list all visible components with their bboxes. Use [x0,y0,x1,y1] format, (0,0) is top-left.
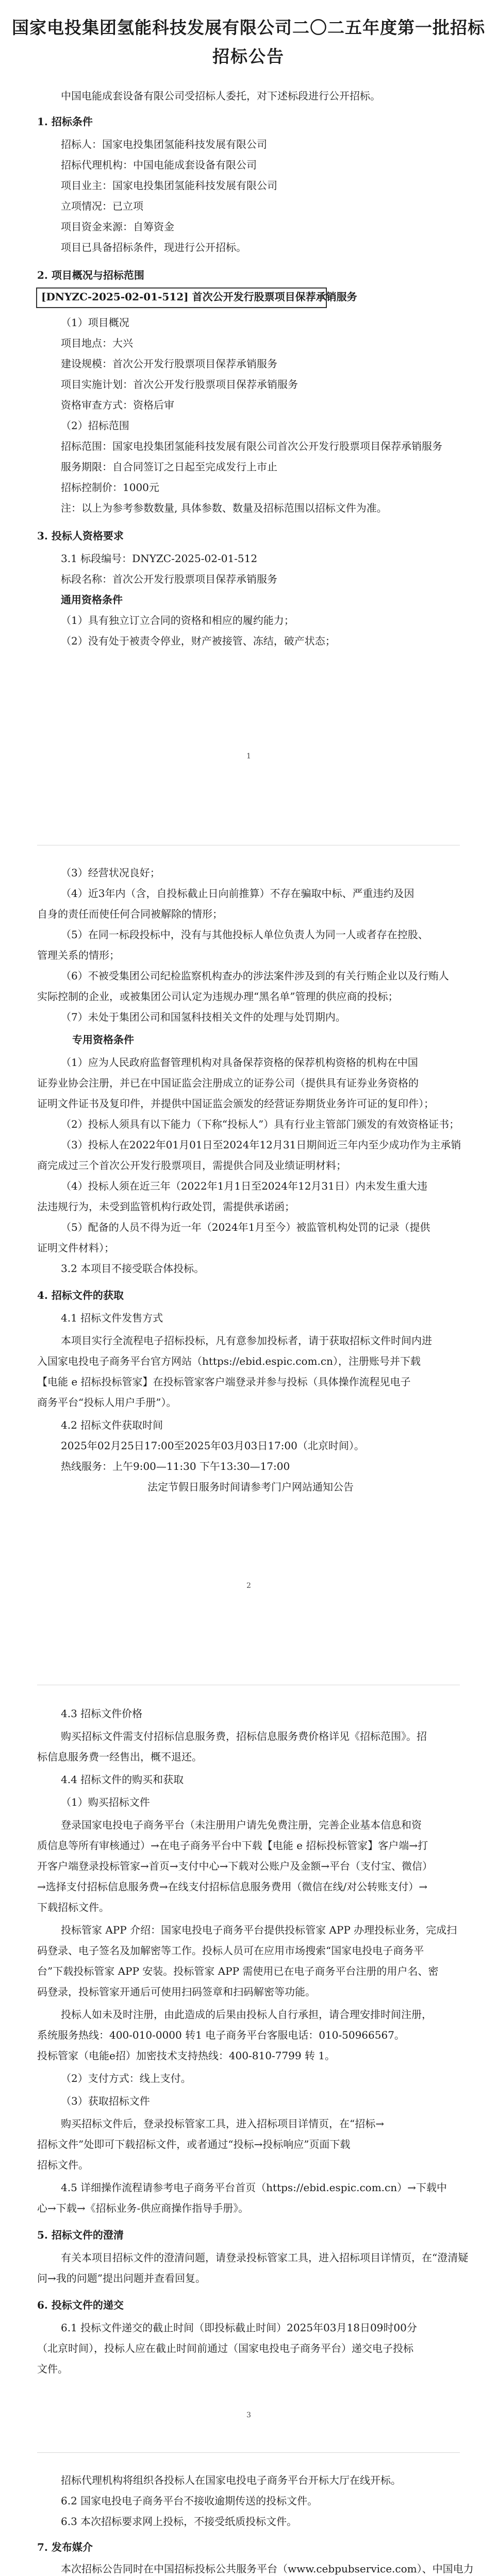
s2-item: （2）招标范围 [61,419,129,432]
s3-special-item: （4）投标人须在近三年（2022年1月1日至2024年12月31日）内未发生重大违 [61,1180,427,1192]
s3-general-item: （1）具有独立订立合同的资格和相应的履约能力； [61,614,294,626]
s2-item: 建设规模：首次公开发行股票项目保荐承销服务 [61,358,277,370]
s4-para: 招标文件。 [37,2159,89,2171]
page-number: 3 [246,2411,251,2419]
s3-special-item: （5）配备的人员不得为近一年（2024年1月至今）被监管机构处罚的记录（提供 [61,1221,430,1233]
s4-para: 台”下载投标管家 APP 安装。投标管家 APP 需使用已在电子商务平台注册的用户名、密 [37,1965,439,1977]
section-2-heading: 2. 项目概况与招标范围 [37,269,144,281]
holiday-note: 法定节假日服务时间请参考门户网站通知公告 [147,1481,354,1493]
special-qualification-heading: 专用资格条件 [72,1033,134,1046]
s2-item: 项目地点：大兴 [61,337,133,349]
s3-special-item: 3.2 本项目不接受联合体投标。 [61,1262,205,1275]
s4-para: 标信息服务费一经售出，概不退还。 [37,1751,202,1763]
s3-sub: 3.1 标段编号：DNYZC-2025-02-01-512 [61,552,258,565]
s1-item: 项目业主：国家电投集团氢能科技发展有限公司 [61,179,277,192]
s4-para: 投标人如未及时注册，由此造成的后果由投标人自行承担，请合理安排时间注册， [61,2008,432,2021]
s6-item: 6.2 国家电投电子商务平台不接收逾期传送的投标文件。 [61,2495,318,2507]
s6-para: （北京时间），投标人应在截止时间前通过（国家电投电子商务平台）递交电子投标 [37,2342,413,2354]
s5-para: 问→我的问题”提出问题并查看回复。 [37,2272,206,2284]
s4-para: 招标文件”处即可下载招标文件，或者通过“投标→投标响应”页面下载 [37,2138,351,2150]
section-7-heading: 7. 发布媒介 [37,2541,93,2553]
page-number: 1 [246,752,251,760]
s3-special-item: 证明文件材料）； [37,1242,114,1254]
s4-para: 购买招标文件需支付招标信息服务费，招标信息服务费价格详见《招标范围》。招 [61,1730,427,1742]
s3-item: （4）近3年内（含，自投标截止日向前推算）不存在骗取中标、严重违约及因 [61,887,415,900]
sale-time: 2025年02月25日17:00至2025年03月03日17:00（北京时间）。 [61,1439,365,1452]
section-3-heading: 3. 投标人资格要求 [37,530,124,542]
section-4-heading: 4. 招标文件的获取 [37,1289,124,1301]
s3-special-item: 证券业协会注册，并已在中国证监会注册成立的证券公司（提供具有证券业务资格的 [37,1077,419,1089]
s3-item: 管理关系的情形； [37,949,120,961]
document-subtitle: 招标公告 [212,46,285,66]
s4-para: 下载招标文件。 [37,1901,109,1913]
s3-special-item: （2）投标人须具有以下能力（下称“投标人”）具有行业主管部门颁发的有效资格证书； [61,1118,460,1130]
s4-para: 本项目实行全流程电子招标投标，凡有意参加投标者，请于获取招标文件时间内进 [61,1334,432,1347]
section-5-heading: 5. 招标文件的澄清 [37,2229,124,2241]
section-6-heading: 6. 投标文件的递交 [37,2299,124,2311]
s3-item: （3）经营状况良好； [61,867,160,879]
s3-special-item: 法违规行为，未受到监管机构行政处罚，需提供承诺函； [37,1200,295,1213]
intro-text: 中国电能成套设备有限公司受招标人委托，对下述标段进行公开招标。 [61,90,380,102]
s4-para: 购买招标文件后，登录投标管家工具，进入招标项目详情页，在“招标→ [61,2117,384,2130]
s1-item: 招标人：国家电投集团氢能科技发展有限公司 [61,138,267,150]
s4-para: 心→下载→《招标业务-供应商操作指导手册》。 [37,2202,249,2214]
s4-para: 开客户端登录投标管家→首页→支付中心→下载对公账户及金额→平台（支付宝、微信） [37,1860,433,1872]
s3-special-item: （1）应为人民政府监督管理机构对具备保荐资格的保荐机构资格的机构在中国 [61,1056,418,1069]
s3-item: （6）不被受集团公司纪检监察机构查办的涉法案件涉及到的有关行贿企业以及行贿人 [61,970,449,982]
s3-item: 自身的责任而使任何合同被解除的情形； [37,908,223,920]
s4-sub: 4.4 招标文件的购买和获取 [61,1773,184,1786]
s2-item: （1）项目概况 [61,316,129,329]
bid-title: [DNYZC-2025-02-01-512] 首次公开发行股票项目保荐承销服务 [41,291,357,303]
s3-item: （7）未处于集团公司和国氢科技相关文件的处理与处罚期内。 [61,1011,346,1023]
s2-item: 服务期限：自合同签订之日起至完成发行上市止 [61,461,277,473]
s4-para: 投标管家（电能e招）加密技术支持热线：400-810-7799 转 1。 [37,2049,336,2062]
s6-para: 文件。 [37,2363,68,2375]
s4-para: 商务平台“投标人用户手册”）。 [37,1396,177,1409]
s4-sub: 4.1 招标文件发售方式 [61,1312,163,1324]
s1-item: 招标代理机构：中国电能成套设备有限公司 [61,159,257,171]
s4-para: 质信息等所有审核通过）→在电子商务平台中下载【电能 e 招标投标管家】客户端→打 [37,1839,428,1852]
s1-item: 项目已具备招标条件，现进行公开招标。 [61,241,246,253]
section-1-heading: 1. 招标条件 [37,115,93,128]
document-title: 国家电投集团氢能科技发展有限公司二〇二五年度第一批招标 [12,18,485,38]
s4-para: 码登录，投标管家开通后可使用扫码签章和扫码解密等功能。 [37,1986,316,1998]
s3-special-item: 证明文件证书及复印件，并提供中国证监会颁发的经营证券期货业务许可证的复印件）； [37,1097,434,1110]
s4-para: 入国家电投电子商务平台官方网站（https://ebid.espic.com.cn），注册账号并下载 [37,1355,421,1367]
s3-special-item: 商完成过三个首次公开发行股票项目，需提供合同及业绩证明材料； [37,1159,346,1172]
buy-heading: （1）购买招标文件 [61,1796,150,1808]
s2-item: 资格审查方式：资格后审 [61,399,174,411]
s6-para: 6.1 投标文件递交的截止时间（即投标截止时间）2025年03月18日09时00分 [61,2321,417,2334]
s5-para: 有关本项目招标文件的澄清问题，请登录投标管家工具，进入招标项目详情页，在“澄清疑 [61,2251,469,2264]
s4-para: 【电能 e 招标投标管家】在投标管家客户端登录并参与投标（具体操作流程见电子 [37,1376,411,1388]
s1-item: 立项情况：已立项 [61,200,143,212]
s3-sub: 标段名称：首次公开发行股票项目保荐承销服务 [61,573,277,585]
s2-item: 注：以上为参考参数数量, 具体参数、数量及招标范围以招标文件为准。 [61,502,387,514]
s3-item: 实际控制的企业，或被集团公司认定为违规办理“黑名单”管理的供应商的投标； [37,990,399,1003]
hotline: 热线服务：上午9:00—11:30 下午13:30—17:00 [61,1460,290,1472]
s3-general-item: （2）没有处于被责令停业，财产被接管、冻结，破产状态； [61,635,336,647]
s3-item: （5）在同一标段投标中，没有与其他投标人单位负责人为同一人或者存在控股、 [61,928,428,941]
s7-para: 本次招标公告同时在中国招标投标公共服务平台（www.cebpubservice.com）、中国电力 [61,2563,474,2575]
s4-para: 码登录、电子签名及加解密等工作。投标人员可在应用市场搜索“国家电投电子商务平 [37,1944,424,1957]
get-heading: （3）获取招标文件 [61,2095,150,2107]
s4-para: 登录国家电投电子商务平台（未注册用户请先免费注册，完善企业基本信息和资 [61,1819,422,1831]
s2-item: 项目实施计划：首次公开发行股票项目保荐承销服务 [61,378,298,391]
s2-item: 招标控制价：1000元 [61,481,159,494]
pay-method: （2）支付方式：线上支付。 [61,2072,191,2084]
s1-item: 项目资金来源：自筹资金 [61,221,174,233]
s6-item: 6.3 本次招标要求网上投标，不接受纸质投标文件。 [61,2515,297,2528]
s4-para: 系统服务热线：400-010-0000 转1 电子商务平台客服电话：010-50966567。 [37,2029,405,2041]
s4-sub: 4.2 招标文件获取时间 [61,1419,163,1431]
s4-para: 4.5 详细操作流程请参考电子商务平台首页（https://ebid.espic.com.cn）→下载中 [61,2181,447,2194]
s4-para: 投标管家 APP 介绍：国家电投电子商务平台提供投标管家 APP 办理投标业务，完成扫 [61,1924,457,1936]
s3-special-item: （3）投标人在2022年01月01日至2024年12月31日期间近三年内至少成功作为主承销 [61,1139,461,1151]
s4-sub: 4.3 招标文件价格 [61,1707,143,1720]
s6-item: 招标代理机构将组织各投标人在国家电投电子商务平台开标大厅在线开标。 [61,2474,401,2486]
page-break [37,2452,460,2453]
s4-para: →选择支付招标信息服务费→在线支付招标信息服务费用（微信在线/对公转账支付）→ [37,1880,428,1893]
page-number: 2 [246,1582,251,1590]
s2-item: 招标范围：国家电投集团氢能科技发展有限公司首次公开发行股票项目保荐承销服务 [61,440,442,452]
general-qualification-heading: 通用资格条件 [61,594,123,606]
